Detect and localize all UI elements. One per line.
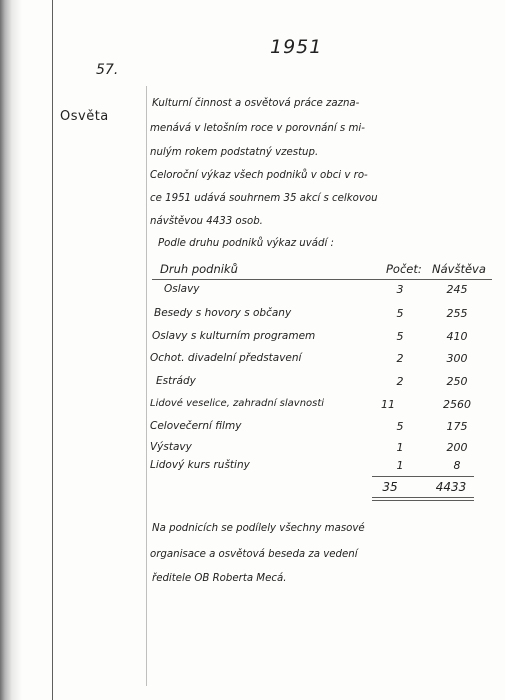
paragraph-line: návštěvou 4433 osob. [150, 216, 263, 227]
row-type: Výstavy [150, 441, 192, 453]
page-number: 57. [96, 62, 119, 78]
row-type: Oslavy s kulturním programem [152, 330, 316, 342]
section-label: Osvěta [60, 109, 109, 124]
row-visits: 250 [446, 375, 468, 388]
row-type: Ochot. divadelní představení [150, 352, 302, 364]
row-count: 2 [396, 352, 404, 365]
paragraph-line: menává v letošním roce v porovnání s mi- [150, 123, 365, 134]
row-type: Estrády [156, 375, 196, 387]
closing-line: ředitele OB Roberta Mecá. [152, 573, 287, 584]
margin-rule [52, 0, 53, 700]
row-type: Celovečerní filmy [150, 420, 242, 432]
row-visits: 255 [446, 307, 468, 320]
total-visits: 4433 [435, 480, 467, 494]
row-count: 11 [381, 398, 395, 411]
year-heading: 1951 [270, 36, 323, 58]
table-header-type: Druh podniků [160, 262, 238, 276]
row-type: Besedy s hovory s občany [154, 307, 292, 319]
paragraph-line: Celoroční výkaz všech podniků v obci v ro- [150, 170, 368, 181]
table-header-visits: Návštěva [432, 262, 486, 276]
row-count: 3 [396, 283, 404, 296]
header-rule [152, 279, 492, 280]
paragraph-line: ce 1951 udává souhrnem 35 akcí s celkovou [150, 193, 378, 204]
row-visits: 300 [446, 352, 468, 365]
table-header-count: Počet: [386, 262, 422, 276]
row-visits: 200 [446, 441, 468, 454]
row-count: 1 [396, 441, 404, 454]
row-count: 2 [396, 375, 404, 388]
scan-shadow-edge [0, 0, 22, 700]
row-visits: 8 [453, 459, 461, 472]
closing-line: organisace a osvětová beseda za vedení [150, 549, 358, 560]
paragraph-line: Kulturní činnost a osvětová práce zazna- [152, 98, 360, 109]
row-count: 5 [396, 420, 404, 433]
row-type: Lidový kurs ruštiny [150, 459, 250, 471]
closing-line: Na podnicích se podílely všechny masové [152, 523, 365, 534]
sum-rule [372, 476, 474, 477]
paragraph-line: nulým rokem podstatný vzestup. [150, 147, 319, 158]
text-column-rule [146, 86, 147, 686]
paragraph-line: Podle druhu podniků výkaz uvádí : [158, 238, 334, 249]
row-type: Lidové veselice, zahradní slavnosti [150, 398, 325, 409]
row-visits: 175 [446, 420, 468, 433]
total-double-rule-bottom [372, 500, 474, 501]
total-double-rule-top [372, 497, 474, 498]
row-count: 5 [396, 307, 404, 320]
total-count: 35 [382, 480, 398, 494]
row-visits: 245 [446, 283, 468, 296]
row-count: 5 [396, 330, 404, 343]
row-visits: 2560 [443, 398, 471, 411]
row-type: Oslavy [164, 283, 200, 295]
row-count: 1 [396, 459, 404, 472]
row-visits: 410 [446, 330, 468, 343]
